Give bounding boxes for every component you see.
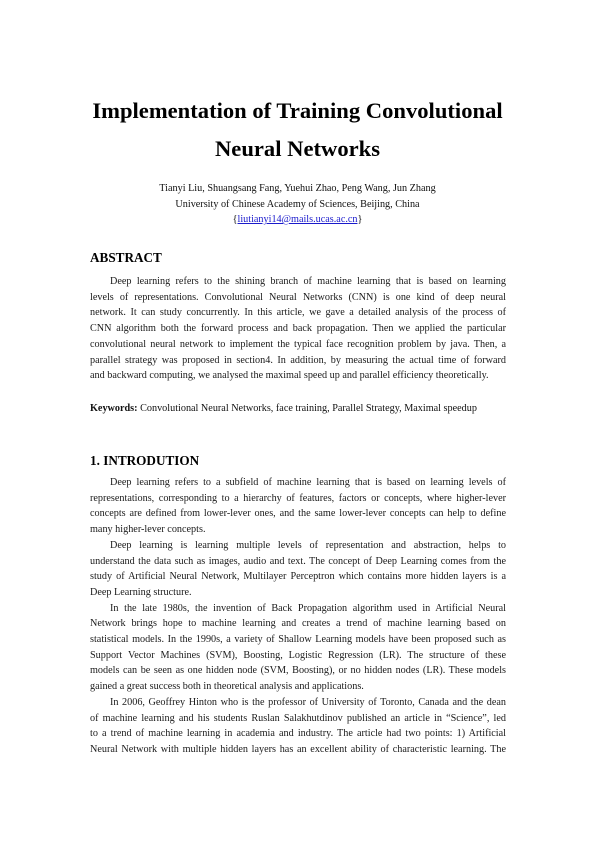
introduction-body — [90, 475, 506, 758]
abstract-line: Deep learning refers to the shining branch of machine learning that is based on learning — [110, 276, 506, 287]
intro-line: study of Artificial Neural Network, Multilayer Perceptron which contains more hidden layers is a — [90, 571, 506, 583]
paper-title — [60, 92, 535, 168]
intro-line: understand the data such as images, audio and text. The concept of Deep Learning comes from the — [90, 555, 506, 567]
abstract-line: CNN algorithm both the forward process and back propagation. Then we applied the particular — [90, 323, 506, 335]
intro-line: Support Vector Machines (SVM), Boosting, Logistic Regression (LR). The structure of these — [90, 649, 506, 661]
email-link[interactable]: liutianyi14@mails.ucas.ac.cn — [237, 214, 358, 225]
abstract-line: parallel strategy was proposed in section4. In addition, by measuring the actual time of forward — [90, 354, 506, 366]
keywords-label: Keywords: — [90, 403, 138, 414]
email-open-brace: { — [232, 214, 238, 225]
abstract-line: and backward computing, we analysed the maximal speed up and parallel efficiency theoretically. — [90, 370, 489, 382]
intro-line: representations, corresponding to a hierarchy of features, factors or concepts, where higher-lever — [90, 492, 506, 504]
abstract-body — [90, 274, 506, 384]
intro-line: gained a great success both in theoretical analysis and applications. — [90, 681, 364, 693]
abstract-line: convolutional neural network to implement the typical face recognition problem by java. Then, a — [90, 338, 506, 350]
introduction-heading: 1. INTRODUTION — [90, 453, 200, 468]
keywords — [90, 403, 477, 414]
intro-line: models can be seen as one hidden node (SVM, Boosting), or no hidden nodes (LR). These models — [90, 665, 506, 677]
keywords-text: Convolutional Neural Networks, face training, Parallel Strategy, Maximal speedup — [140, 403, 477, 414]
intro-line: In the late 1980s, the invention of Back Propagation algorithm used in Artificial Neural — [110, 602, 506, 614]
intro-line: Network brings hope to machine learning and creates a trend of machine learning based on — [90, 618, 506, 630]
abstract-heading: ABSTRACT — [90, 250, 162, 265]
email-close-brace: } — [357, 214, 363, 225]
intro-line: Neural Network with multiple hidden layers has an excellent ability of characteristic learning. The — [90, 743, 506, 755]
intro-line: Deep learning is learning multiple levels of representation and abstraction, helps to — [110, 539, 506, 551]
abstract-line: network. It can study concurrently. In this article, we gave a detailed analysis of the process of — [90, 307, 506, 319]
intro-line: many higher-lever concepts. — [90, 524, 206, 536]
title-line-1: Implementation of Training Convolutional — [92, 98, 503, 123]
intro-line: of machine learning and his students Ruslan Salakhutdinov published an article in “Science”, led — [90, 712, 506, 724]
intro-line: Deep learning refers to a subfield of machine learning that is based on learning levels of — [110, 477, 506, 488]
intro-line: to a trend of machine learning in academia and industry. The article had two points: 1) Artificial — [90, 728, 506, 740]
intro-line: In 2006, Geoffrey Hinton who is the professor of University of Toronto, Canada and the dean — [110, 696, 506, 708]
abstract-line: levels of representations. Convolutional Neural Networks (CNN) is one kind of deep neural — [90, 291, 506, 303]
intro-line: concepts are defined from lower-lever ones, and the same lower-lever concepts can help to define — [90, 508, 506, 520]
intro-line: statistical models. In the 1990s, a variety of Shallow Learning models have been proposed such as — [90, 634, 506, 646]
affiliation: University of Chinese Academy of Sciences, Beijing, China — [175, 199, 420, 210]
contact-email — [0, 212, 595, 227]
author-list: Tianyi Liu, Shuangsang Fang, Yuehui Zhao, Peng Wang, Jun Zhang — [159, 183, 436, 194]
intro-line: Deep Learning structure. — [90, 586, 192, 598]
title-line-2: Neural Networks — [214, 136, 381, 161]
